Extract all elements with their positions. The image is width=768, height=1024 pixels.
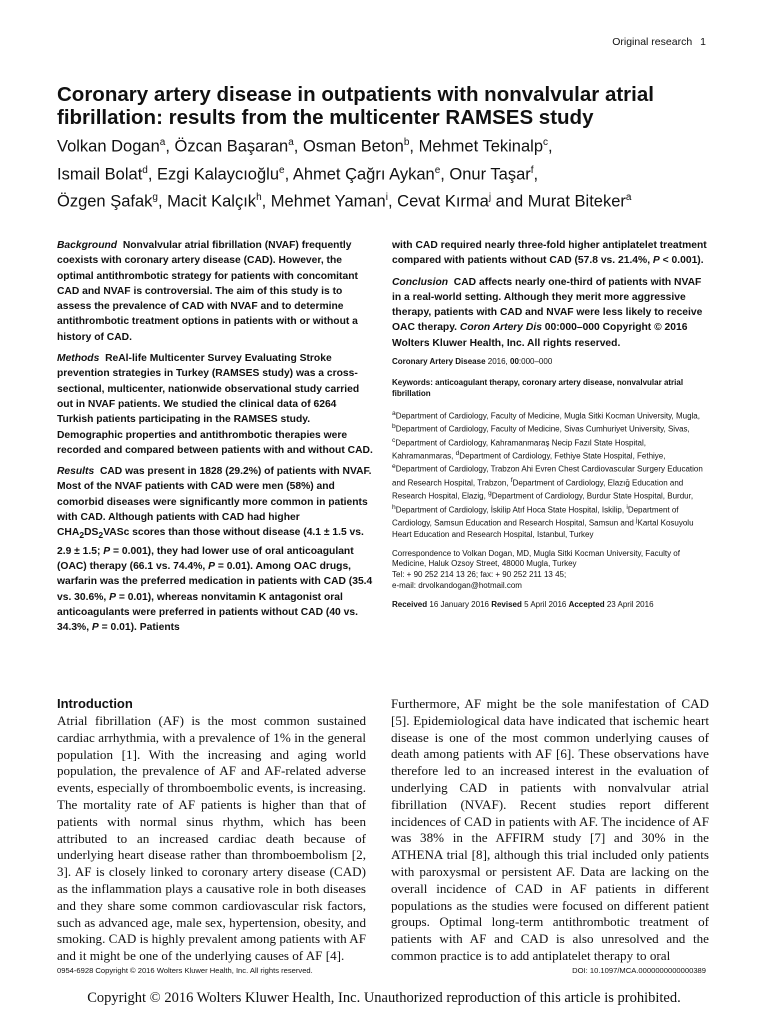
footer-doi: DOI: 10.1097/MCA.0000000000000389 <box>572 966 706 975</box>
running-header <box>612 36 706 48</box>
results-label: Results <box>57 466 95 478</box>
section-label: Original research <box>612 36 693 48</box>
abstract-methods <box>57 351 374 458</box>
background-label: Background <box>57 240 118 251</box>
methods-label: Methods <box>57 353 100 365</box>
results-text: CAD was present in 1828 (29.2%) of patients with NVAF. Most of the NVAF patients with CAD were men (58%) and comorbid diseases were significantly more common in patients with CAD. Although patients with CAD had higher $CHA_2DS_2VASc$ scores than those without disease (4.1 ± 1.5 vs. 2.9 ± 1.5; P = 0.001), they had lower use of oral anticoagulant (OAC) therapy (66.1 vs. 74.4%, P = 0.01). Among OAC drugs, warfarin was the preferred medication in patients with CAD (35.4 vs. 30.6%, P = 0.01), whereas nonvitamin K antagonist oral anticoagulants were preferred in patients without CAD (40 vs. 34.3%, P = 0.01). Patients <box>57 466 373 634</box>
abstract-left-column <box>57 238 374 641</box>
methods-text: ReAl-life Multicenter Survey Evaluating Stroke prevention strategies in Turkey (RAMSES study) was a cross-sectional, multicenter, nationwide observational study carried out in NVAF patients. We studied the clinical data of 6264 Turkish patients participating in the RAMSES study. Demographic properties and antithrombotic therapies were recorded and compared between patients with and without CAD. <box>57 353 373 456</box>
footer-issn: 0954-6928 Copyright © 2016 Wolters Kluwer Health, Inc. All rights reserved. <box>57 966 313 975</box>
abstract-conclusion <box>392 275 709 351</box>
article-title: Coronary artery disease in outpatients with nonvalvular atrial fibrillation: results from the multicenter RAMSES study <box>57 83 654 129</box>
introduction-right-text: Furthermore, AF might be the sole manifestation of CAD [5]. Epidemiological data have indicated that ischemic heart disease is one of the most common underlying causes of death among patients with AF [6]. These observations have therefore led to an increased interest in the evaluation of underlying CAD in patients with nonvalvular atrial fibrillation (NVAF). Recent studies report different incidences of CAD in patients with AF. The incidence of AF was 38% in the AFFIRM study [7] and 30% in the ATHENA trial [8], although this trial included only patients with paroxysmal or persistent AF. Data are lacking on the overall incidence of CAD in AF patients in different populations as the studies were focused on different patient groups. Optimal long-term antithrombotic treatment of patients with AF and CAD is also unresolved and the common practice is to add antiplatelet therapy to oral <box>391 696 709 963</box>
conclusion-label: Conclusion <box>392 276 449 288</box>
correspondence: Correspondence to Volkan Dogan, MD, Mugla Sitki Kocman University, Faculty of Medicine, Haluk Ozsoy Street, 48000 Mugla, Turkey Tel: + 90 252 214 13 26; fax: + 90 252 211 13 45; e-mail: drvolkandogan@hotmail.com <box>392 548 680 590</box>
page-number: 1 <box>700 36 706 48</box>
conclusion-text: CAD affects nearly one-third of patients with NVAF in a real-world setting. Although they merit more aggressive therapy, patients with CAD and NVAF were less likely to receive OAC therapy. Coron Artery Dis 00:000–000 Copyright © 2016 Wolters Kluwer Health, Inc. All rights reserved. <box>392 276 703 349</box>
background-text: Nonvalvular atrial fibrillation (NVAF) frequently coexists with coronary artery disease (CAD). However, the optimal antithrombotic strategy for patients with concomitant CAD and NVAF is controversial. The aim of this study is to assess the prevalence of CAD with NVAF and to determine antithrombotic treatment options in patients with or without a history of CAD. <box>57 240 358 343</box>
introduction-left-text: Atrial fibrillation (AF) is the most common sustained cardiac arrhythmia, with a prevalence of 1% in the general population [1]. With the increasing and aging world population, the prevalence of AF and AF-related adverse events, especially of thromboembolic events, is increasing. The mortality rate of AF patients is higher than that of patients with normal sinus rhythm, which has been attributed to an increased cardiac death because of underlying heart disease rather than thromboembolism [2, 3]. AF is closely linked to coronary artery disease (CAD) as the inflammation plays a causative role in both diseases and they share some common cardiovascular risk factors, such as advanced age, male sex, hypertension, obesity, and smoking. CAD is highly prevalent among patients with AF and it might be one of the underlying causes of AF [4]. <box>57 713 366 964</box>
author-list: Volkan Dogan$^a$, Özcan Başaran$^a$, Osman Beton$^b$, Mehmet Tekinalp$^c$, Ismail Bolat$^d$, Ezgi Kalaycıoğlu$^e$, Ahmet Çağrı Aykan$^e$, Onur Taşar$^f$, Özgen Şafak$^g$, Macit Kalçık$^h$, Mehmet Yaman$^i$, Cevat Kırma$^j$ and Murat Biteker$^a$ <box>57 137 632 211</box>
journal-citation: Coronary Artery Disease 2016, 00:000–000 <box>392 357 553 367</box>
abstract-results-continued: with CAD required nearly three-fold higher antiplatelet treatment compared with patients without CAD (57.8 vs. 21.4%, P < 0.001). <box>392 240 707 267</box>
abstract-background <box>57 238 374 345</box>
article-dates: Received 16 January 2016 Revised 5 April 2016 Accepted 23 April 2016 <box>392 599 654 609</box>
copyright-notice: Copyright © 2016 Wolters Kluwer Health, Inc. Unauthorized reproduction of this article is prohibited. <box>87 990 681 1006</box>
introduction-heading: Introduction <box>57 696 133 711</box>
abstract-right-column <box>392 238 709 619</box>
affiliations: $^a$Department of Cardiology, Faculty of Medicine, Mugla Sitki Kocman University, Mugla, $^b$Department of Cardiology, Faculty of Medicine, Sivas Cumhuriyet University, Sivas, $^c$Department of Cardiology, Kahramanmaraş Necip Fazıl State Hospital, Kahramanmaras, $^d$Department of Cardiology, Fethiye State Hospital, Fethiye, $^e$Department of Cardiology, Trabzon Ahi Evren Chest Cardiovascular Surgery Education and Research Hospital, Trabzon, $^f$Department of Cardiology, Elazığ Education and Research Hospital, Elazig, $^g$Department of Cardiology, Burdur State Hospital, Burdur, $^h$Department of Cardiology, İskilip Atıf Hoca State Hospital, Iskilip, $^i$Department of Cardiology, Samsun Education and Research Hospital, Samsun and $^j$Kartal Kosuyolu Heart Education and Research Hospital, Istanbul, Turkey <box>392 409 703 539</box>
abstract-results <box>57 464 374 635</box>
keywords: Keywords: anticoagulant therapy, coronary artery disease, nonvalvular atrial fibrillation <box>392 378 684 398</box>
